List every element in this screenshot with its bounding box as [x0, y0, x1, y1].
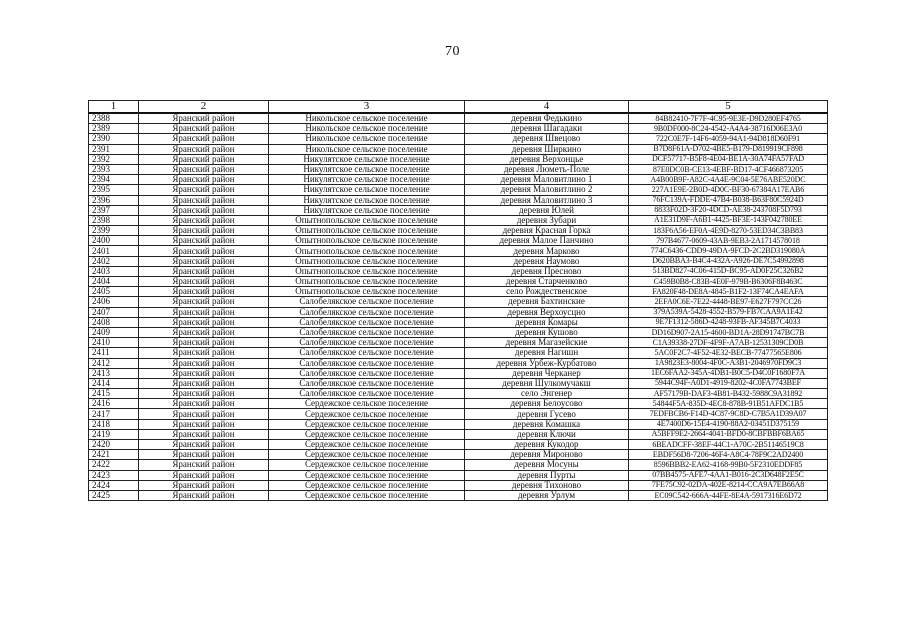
district-cell: Яранский район: [139, 470, 269, 480]
row-number-cell: 2406: [89, 297, 139, 307]
guid-cell: A1E31D9F-A6B1-4425-BF3E-143F042780EE: [629, 215, 828, 225]
table-row: [89, 440, 828, 450]
guid-cell: 5AC0F2C7-4F52-4E32-BECB-77477565E806: [629, 348, 828, 358]
settlement-cell: Опытнопольское сельское поселение: [269, 256, 465, 266]
settlement-cell: Никольское сельское поселение: [269, 134, 465, 144]
settlement-cell: Сердежское сельское поселение: [269, 490, 465, 500]
table-row: [89, 307, 828, 317]
guid-cell: EBDF56D8-7206-46F4-A8C4-78F9C2AD2400: [629, 450, 828, 460]
table-row: [89, 113, 828, 124]
district-cell: Яранский район: [139, 348, 269, 358]
table-row: [89, 256, 828, 266]
table-row: [89, 246, 828, 256]
guid-cell: DCF57717-B5F8-4E04-BE1A-30A74FA57FAD: [629, 154, 828, 164]
settlement-cell: Салобелякское сельское поселение: [269, 348, 465, 358]
page-number: 70: [445, 44, 460, 59]
guid-cell: AF57179B-DAF3-4B81-B432-5988C9A31892: [629, 389, 828, 399]
guid-cell: 774C6436-CDD9-49DA-9FCD-2C2BD319080A: [629, 246, 828, 256]
guid-cell: 183F6A56-EF0A-4E9D-8270-53ED34C3BB83: [629, 226, 828, 236]
guid-cell: 513BD827-4C06-415D-BC95-AD0F25C326B2: [629, 266, 828, 276]
district-cell: Яранский район: [139, 266, 269, 276]
settlement-cell: Салобелякское сельское поселение: [269, 358, 465, 368]
row-number-cell: 2394: [89, 175, 139, 185]
guid-cell: 8833F02D-3F20-4DCD-AE38-243708F5D793: [629, 205, 828, 215]
locality-cell: деревня Федькино: [465, 113, 629, 124]
district-cell: Яранский район: [139, 307, 269, 317]
locality-cell: деревня Кукодор: [465, 440, 629, 450]
district-cell: Яранский район: [139, 399, 269, 409]
row-number-cell: 2398: [89, 215, 139, 225]
locality-cell: деревня Пурты: [465, 470, 629, 480]
settlement-cell: Сердежское сельское поселение: [269, 480, 465, 490]
table-row: [89, 175, 828, 185]
guid-cell: C459B0B8-C83B-4E0F-979B-B6306F8B463C: [629, 277, 828, 287]
table-row: [89, 419, 828, 429]
table-row: [89, 460, 828, 470]
settlement-cell: Салобелякское сельское поселение: [269, 307, 465, 317]
district-cell: Яранский район: [139, 460, 269, 470]
row-number-cell: 2423: [89, 470, 139, 480]
settlement-cell: Сердежское сельское поселение: [269, 470, 465, 480]
district-cell: Яранский район: [139, 490, 269, 500]
table-row: [89, 277, 828, 287]
table-row: [89, 399, 828, 409]
table-row: [89, 409, 828, 419]
row-number-cell: 2396: [89, 195, 139, 205]
settlement-cell: Сердежское сельское поселение: [269, 399, 465, 409]
district-cell: Яранский район: [139, 277, 269, 287]
locality-cell: деревня Гусево: [465, 409, 629, 419]
table-row: [89, 124, 828, 134]
row-number-cell: 2424: [89, 480, 139, 490]
settlement-cell: Сердежское сельское поселение: [269, 440, 465, 450]
locality-cell: деревня Зубари: [465, 215, 629, 225]
settlement-cell: Никольское сельское поселение: [269, 144, 465, 154]
row-number-cell: 2390: [89, 134, 139, 144]
guid-cell: 1EC6FAA2-345A-4DB1-B0C5-D4C0F1680F7A: [629, 368, 828, 378]
row-number-cell: 2399: [89, 226, 139, 236]
settlement-registry-table: [88, 100, 828, 501]
guid-cell: 9E7F1312-586D-4248-93FB-AF345B7C4033: [629, 317, 828, 327]
settlement-cell: Сердежское сельское поселение: [269, 409, 465, 419]
guid-cell: FA820F48-DE8A-4845-B1F2-13F74CA4EAFA: [629, 287, 828, 297]
table-row: [89, 236, 828, 246]
header-row: [89, 101, 828, 114]
table-row: [89, 266, 828, 276]
locality-cell: деревня Шулкомучакш: [465, 378, 629, 388]
guid-cell: DD16D907-2A15-4600-BD1A-28D91747BC7B: [629, 327, 828, 337]
locality-cell: деревня Шагадаки: [465, 124, 629, 134]
district-cell: Яранский район: [139, 144, 269, 154]
guid-cell: A4B00B9F-A82C-4A4E-9C04-5E76ABE520DC: [629, 175, 828, 185]
locality-cell: деревня Юлей: [465, 205, 629, 215]
column-header-3: 3: [269, 101, 465, 114]
row-number-cell: 2410: [89, 338, 139, 348]
locality-cell: деревня Люметь-Поле: [465, 164, 629, 174]
row-number-cell: 2389: [89, 124, 139, 134]
district-cell: Яранский район: [139, 440, 269, 450]
settlement-cell: Никулятское сельское поселение: [269, 205, 465, 215]
locality-cell: деревня Урлум: [465, 490, 629, 500]
locality-cell: деревня Марково: [465, 246, 629, 256]
guid-cell: A5BFF9E2-2664-4041-BFD0-8CBFBBF6BA65: [629, 429, 828, 439]
row-number-cell: 2408: [89, 317, 139, 327]
district-cell: Яранский район: [139, 226, 269, 236]
table-row: [89, 195, 828, 205]
table-row: [89, 327, 828, 337]
locality-cell: село Рождественское: [465, 287, 629, 297]
district-cell: Яранский район: [139, 134, 269, 144]
settlement-cell: Салобелякское сельское поселение: [269, 378, 465, 388]
locality-cell: деревня Кушово: [465, 327, 629, 337]
locality-cell: деревня Ширкино: [465, 144, 629, 154]
row-number-cell: 2422: [89, 460, 139, 470]
district-cell: Яранский район: [139, 317, 269, 327]
guid-cell: D620BBA3-B4C4-432A-A926-DE7C54992898: [629, 256, 828, 266]
column-header-1: 1: [89, 101, 139, 114]
row-number-cell: 2404: [89, 277, 139, 287]
settlement-cell: Опытнопольское сельское поселение: [269, 277, 465, 287]
locality-cell: деревня Нагишн: [465, 348, 629, 358]
district-cell: Яранский район: [139, 256, 269, 266]
district-cell: Яранский район: [139, 175, 269, 185]
district-cell: Яранский район: [139, 389, 269, 399]
district-cell: Яранский район: [139, 327, 269, 337]
table-row: [89, 134, 828, 144]
district-cell: Яранский район: [139, 368, 269, 378]
settlement-cell: Салобелякское сельское поселение: [269, 327, 465, 337]
table-header: [89, 101, 828, 114]
row-number-cell: 2401: [89, 246, 139, 256]
locality-cell: деревня Мироново: [465, 450, 629, 460]
table-row: [89, 154, 828, 164]
guid-cell: 9B0DF000-8C24-4542-A4A4-38716D06E3A0: [629, 124, 828, 134]
row-number-cell: 2411: [89, 348, 139, 358]
table-row: [89, 378, 828, 388]
settlement-cell: Никулятское сельское поселение: [269, 195, 465, 205]
locality-cell: деревня Маловитлино 3: [465, 195, 629, 205]
locality-cell: деревня Пресново: [465, 266, 629, 276]
row-number-cell: 2409: [89, 327, 139, 337]
row-number-cell: 2416: [89, 399, 139, 409]
guid-cell: 87E0DC0B-CE13-4EBF-BD17-4CF466873205: [629, 164, 828, 174]
table-row: [89, 450, 828, 460]
settlement-cell: Опытнопольское сельское поселение: [269, 215, 465, 225]
table-row: [89, 348, 828, 358]
settlement-cell: Опытнопольское сельское поселение: [269, 246, 465, 256]
locality-cell: деревня Маловитлино 2: [465, 185, 629, 195]
guid-cell: 227A1E9E-2B0D-4D0C-BF30-67384A17EAB6: [629, 185, 828, 195]
locality-cell: деревня Белоусово: [465, 399, 629, 409]
settlement-cell: Никулятское сельское поселение: [269, 175, 465, 185]
district-cell: Яранский район: [139, 185, 269, 195]
district-cell: Яранский район: [139, 480, 269, 490]
row-number-cell: 2397: [89, 205, 139, 215]
guid-cell: 7FE75C92-02DA-402E-8214-CCA9A7EB66A8: [629, 480, 828, 490]
row-number-cell: 2391: [89, 144, 139, 154]
settlement-cell: Салобелякское сельское поселение: [269, 338, 465, 348]
table-row: [89, 368, 828, 378]
district-cell: Яранский район: [139, 409, 269, 419]
locality-cell: деревня Бахтинские: [465, 297, 629, 307]
column-header-2: 2: [139, 101, 269, 114]
table-row: [89, 205, 828, 215]
column-header-4: 4: [465, 101, 629, 114]
row-number-cell: 2420: [89, 440, 139, 450]
guid-cell: 379A539A-5428-4552-B579-FB7CAA9A1E42: [629, 307, 828, 317]
district-cell: Яранский район: [139, 164, 269, 174]
locality-cell: деревня Ключи: [465, 429, 629, 439]
district-cell: Яранский район: [139, 287, 269, 297]
settlement-cell: Салобелякское сельское поселение: [269, 317, 465, 327]
settlement-cell: Салобелякское сельское поселение: [269, 297, 465, 307]
guid-cell: 722C0E7F-14F6-4059-94A1-94D818D60F91: [629, 134, 828, 144]
guid-cell: 54844F5A-835D-4EC8-878B-91B51AFDC1B5: [629, 399, 828, 409]
column-header-5: 5: [629, 101, 828, 114]
row-number-cell: 2393: [89, 164, 139, 174]
guid-cell: 76FC139A-FDDE-47B4-B038-B63F80C5924D: [629, 195, 828, 205]
guid-cell: 4E7400D6-15E4-4190-88A2-03451D375159: [629, 419, 828, 429]
locality-cell: деревня Мосуны: [465, 460, 629, 470]
settlement-cell: Сердежское сельское поселение: [269, 460, 465, 470]
guid-cell: 797B4677-0609-43AB-9EB3-2A1714578018: [629, 236, 828, 246]
district-cell: Яранский район: [139, 205, 269, 215]
settlement-cell: Салобелякское сельское поселение: [269, 389, 465, 399]
locality-cell: деревня Швецово: [465, 134, 629, 144]
district-cell: Яранский район: [139, 297, 269, 307]
row-number-cell: 2418: [89, 419, 139, 429]
locality-cell: деревня Урбеж-Курбатово: [465, 358, 629, 368]
locality-cell: деревня Наумово: [465, 256, 629, 266]
row-number-cell: 2407: [89, 307, 139, 317]
district-cell: Яранский район: [139, 246, 269, 256]
locality-cell: деревня Комары: [465, 317, 629, 327]
settlement-cell: Опытнопольское сельское поселение: [269, 226, 465, 236]
locality-cell: деревня Верхоусцно: [465, 307, 629, 317]
district-cell: Яранский район: [139, 429, 269, 439]
guid-cell: 07BB4575-AFE7-4AA1-B016-2C3D648F2E5C: [629, 470, 828, 480]
locality-cell: деревня Магазейские: [465, 338, 629, 348]
settlement-cell: Сердежское сельское поселение: [269, 419, 465, 429]
locality-cell: деревня Малое Панчино: [465, 236, 629, 246]
table-row: [89, 358, 828, 368]
table-row: [89, 226, 828, 236]
table-body: [89, 113, 828, 501]
row-number-cell: 2405: [89, 287, 139, 297]
settlement-cell: Опытнопольское сельское поселение: [269, 287, 465, 297]
guid-cell: 7EDFBCB6-F14D-4C87-9C8D-C7B5A1D39A07: [629, 409, 828, 419]
settlement-cell: Сердежское сельское поселение: [269, 450, 465, 460]
row-number-cell: 2417: [89, 409, 139, 419]
row-number-cell: 2395: [89, 185, 139, 195]
district-cell: Яранский район: [139, 378, 269, 388]
district-cell: Яранский район: [139, 195, 269, 205]
settlement-cell: Никольское сельское поселение: [269, 113, 465, 124]
locality-cell: деревня Старченково: [465, 277, 629, 287]
locality-cell: деревня Комашка: [465, 419, 629, 429]
table-row: [89, 144, 828, 154]
table-row: [89, 317, 828, 327]
guid-cell: 2EFA0C6E-7E22-4448-BE97-E627F797CC26: [629, 297, 828, 307]
table-row: [89, 215, 828, 225]
table-row: [89, 389, 828, 399]
settlement-cell: Салобелякское сельское поселение: [269, 368, 465, 378]
table-row: [89, 297, 828, 307]
settlement-cell: Никулятское сельское поселение: [269, 164, 465, 174]
settlement-cell: Опытнопольское сельское поселение: [269, 236, 465, 246]
district-cell: Яранский район: [139, 338, 269, 348]
guid-cell: B7D8F61A-D702-4BE5-B179-D819919CF898: [629, 144, 828, 154]
row-number-cell: 2403: [89, 266, 139, 276]
guid-cell: 8596BBB2-EA62-4168-99B0-5F2310EDDF85: [629, 460, 828, 470]
locality-cell: деревня Маловитлино 1: [465, 175, 629, 185]
row-number-cell: 2419: [89, 429, 139, 439]
locality-cell: село Энгенер: [465, 389, 629, 399]
district-cell: Яранский район: [139, 236, 269, 246]
guid-cell: 5944C94F-A0D1-4919-8202-4C0FA7743BEF: [629, 378, 828, 388]
locality-cell: деревня Черканер: [465, 368, 629, 378]
settlement-cell: Никулятское сельское поселение: [269, 154, 465, 164]
table-row: [89, 185, 828, 195]
table-row: [89, 338, 828, 348]
guid-cell: 84B82410-7F7F-4C95-9E3E-D9D280EF4765: [629, 113, 828, 124]
district-cell: Яранский район: [139, 358, 269, 368]
table-row: [89, 480, 828, 490]
locality-cell: деревня Тихоново: [465, 480, 629, 490]
district-cell: Яранский район: [139, 215, 269, 225]
settlement-cell: Опытнопольское сельское поселение: [269, 266, 465, 276]
table-row: [89, 490, 828, 500]
row-number-cell: 2402: [89, 256, 139, 266]
guid-cell: C1A39338-27DF-4F9F-A7AB-12531309CD0B: [629, 338, 828, 348]
row-number-cell: 2415: [89, 389, 139, 399]
row-number-cell: 2400: [89, 236, 139, 246]
row-number-cell: 2421: [89, 450, 139, 460]
table-row: [89, 287, 828, 297]
district-cell: Яранский район: [139, 450, 269, 460]
district-cell: Яранский район: [139, 154, 269, 164]
table-row: [89, 429, 828, 439]
district-cell: Яранский район: [139, 419, 269, 429]
table-row: [89, 164, 828, 174]
district-cell: Яранский район: [139, 124, 269, 134]
row-number-cell: 2414: [89, 378, 139, 388]
settlement-cell: Никольское сельское поселение: [269, 124, 465, 134]
row-number-cell: 2412: [89, 358, 139, 368]
guid-cell: 1A9823E3-8004-4F0C-A3B1-2046970FD9C3: [629, 358, 828, 368]
row-number-cell: 2425: [89, 490, 139, 500]
locality-cell: деревня Верхонцье: [465, 154, 629, 164]
table-row: [89, 470, 828, 480]
guid-cell: 6BEADCFF-38EF-44C1-A70C-2B51146519C8: [629, 440, 828, 450]
settlement-cell: Никулятское сельское поселение: [269, 185, 465, 195]
row-number-cell: 2388: [89, 113, 139, 124]
settlement-cell: Сердежское сельское поселение: [269, 429, 465, 439]
locality-cell: деревня Красная Горка: [465, 226, 629, 236]
row-number-cell: 2413: [89, 368, 139, 378]
row-number-cell: 2392: [89, 154, 139, 164]
guid-cell: EC09C542-666A-44FE-8E4A-5917316E6D72: [629, 490, 828, 500]
district-cell: Яранский район: [139, 113, 269, 124]
